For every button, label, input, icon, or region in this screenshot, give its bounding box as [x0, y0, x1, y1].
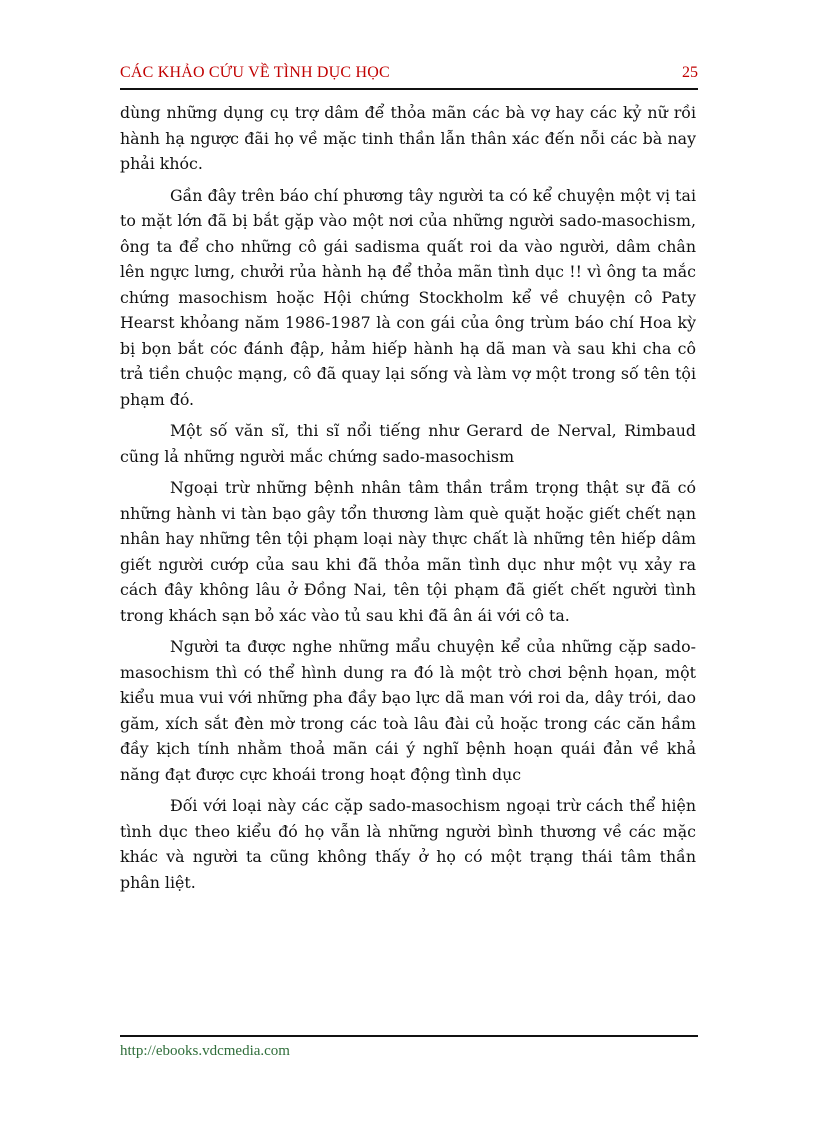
running-header: [120, 64, 698, 90]
paragraph-4: Ngoại trừ những bệnh nhân tâm thần trầm trọng thật sự đã có những hành vi tàn bạo gây tổn thương làm què quặt hoặc giết chết nạn nhân hay những tên tội phạm loại này thực chất là những tên hiếp dâm giết người cướp của sau khi đã thỏa mãn tình dục như một vụ xảy ra cách đây không lâu ở Đồng Nai, tên tội phạm đã giết chết người tình trong khách sạn bỏ xác vào tủ sau khi đã ân ái với cô ta.: [120, 478, 696, 625]
body-text: [120, 100, 696, 901]
paragraph-6: Đối với loại này các cặp sado-masochism ngoại trừ cách thể hiện tình dục theo kiểu đó họ vẫn là những người bình thương về các mặc khác và người ta cũng không thấy ở họ có một trạng thái tâm thần phân liệt.: [120, 796, 696, 892]
footer-divider: [120, 1035, 698, 1037]
book-title: CÁC KHẢO CỨU VỀ TÌNH DỤC HỌC: [120, 64, 390, 81]
paragraph-2: Gần đây trên báo chí phương tây người ta có kể chuyện một vị tai to mặt lớn đã bị bắt gặp vào một nơi của những người sado-masochism, ông ta để cho những cô gái sadisma quất roi da vào người, dâm chân lên ngực lưng, chưởi rủa hành hạ để thỏa mãn tình dục !! vì ông ta mắc chứng masochism hoặc Hội chứng Stockholm kể về chuyện cô Paty Hearst khỏang năm 1986-1987 là con gái của ông trùm báo chí Hoa kỳ bị bọn bắt cóc đánh đập, hảm hiếp hành hạ dã man và sau khi cha cô trả tiền chuộc mạng, cô đã quay lại sống và làm vợ một trong số tên tội phạm đó.: [120, 185, 696, 409]
footer-link[interactable]: http://ebooks.vdcmedia.com: [120, 1043, 290, 1059]
page-number: 25: [682, 64, 698, 81]
paragraph-5: Người ta được nghe những mẩu chuyện kể của những cặp sado-masochism thì có thể hình dung ra đó là một trò chơi bệnh họan, một kiểu mua vui với những pha đầy bạo lực dã man với roi da, dây trói, dao găm, xích sắt đèn mờ trong các toà lâu đài củ hoặc trong các căn hầm đầy kịch tính nhằm thoả mãn cái ý nghĩ bệnh hoạn quái đản về khả năng đạt được cực khoái trong hoạt động tình dục: [120, 637, 696, 784]
paragraph-1: dùng những dụng cụ trợ dâm để thỏa mãn các bà vợ hay các kỷ nữ rồi hành hạ ngược đãi họ về mặc tinh thần lẫn thân xác đến nỗi các bà nay phải khóc.: [120, 103, 696, 173]
paragraph-3: Một số văn sĩ, thi sĩ nổi tiếng như Gerard de Nerval, Rimbaud cũng lả những người mắc chứng sado-masochism: [120, 421, 696, 466]
